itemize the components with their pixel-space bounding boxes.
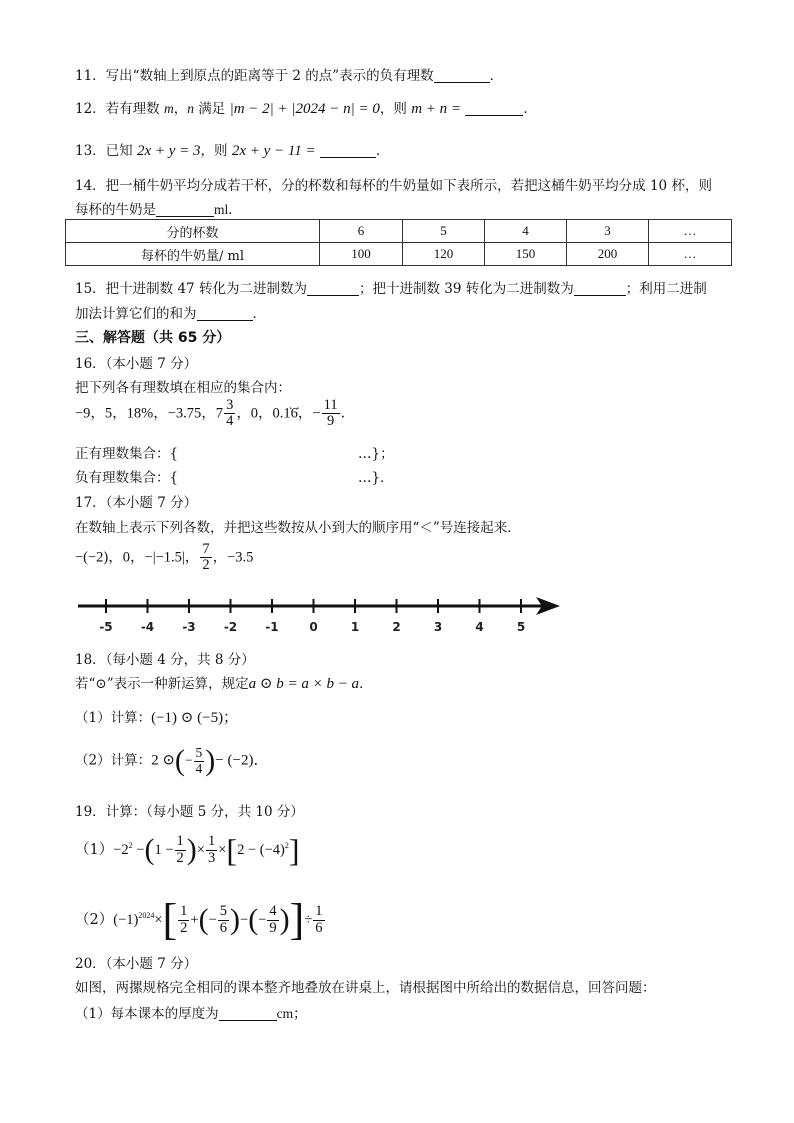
fraction-denominator: 2 bbox=[202, 557, 210, 574]
positive-set bbox=[75, 442, 178, 462]
q19-part1-e: × bbox=[218, 842, 227, 858]
q19-part2-exponent: 2024 bbox=[138, 911, 155, 921]
number-line bbox=[78, 590, 568, 636]
fraction bbox=[200, 542, 211, 573]
table-cell: 3 bbox=[567, 220, 649, 243]
number-line-tick-label: 0 bbox=[309, 620, 318, 634]
fraction bbox=[267, 904, 278, 935]
table-cell: 200 bbox=[567, 243, 649, 266]
q16-numbers-b: ，0，0.1̇6̇，− bbox=[236, 405, 321, 422]
q16-numbers-a: −9，5，18%，−3.75，7 bbox=[75, 405, 224, 422]
q20-instruction: 如图，两摞规格完全相同的课本整齐地叠放在讲桌上，请根据图中所给出的数据信息，回答问题： bbox=[75, 980, 656, 996]
q18-heading: 18．（每小题 4 分，共 8 分） bbox=[75, 652, 255, 668]
fraction-denominator: 9 bbox=[326, 413, 335, 430]
q12-expression: m + n = bbox=[411, 101, 462, 117]
q12-end: ． bbox=[523, 101, 537, 117]
fraction-numerator: 3 bbox=[226, 397, 234, 413]
q19-part1-exponent2: 2 bbox=[284, 841, 289, 851]
q11-text: 11．写出“数轴上到原点的距离等于 2 的点”表示的负有理数 bbox=[75, 68, 434, 84]
answer-blank bbox=[156, 202, 214, 217]
q18-part-2: （2）计算：2 ⊙(− $\frac{5}{4}$ )− (−2)． bbox=[75, 744, 269, 777]
q20-part-1 bbox=[75, 1002, 307, 1022]
fraction-numerator: 4 bbox=[269, 903, 277, 920]
q18-part1-expr: (−1) ⊙ (−5)； bbox=[151, 710, 239, 726]
q13-expression: 2x + y − 11 = bbox=[231, 143, 316, 159]
fraction bbox=[175, 834, 186, 865]
q19-part1-a: −2 bbox=[113, 842, 129, 858]
fraction-denominator: 4 bbox=[195, 760, 203, 776]
q16-instruction: 把下列各有理数填在相应的集合内： bbox=[75, 380, 291, 396]
q19-part2-c: + bbox=[190, 912, 199, 928]
answer-blank bbox=[307, 281, 359, 296]
fraction bbox=[224, 398, 235, 429]
number-line-tick-label: 3 bbox=[433, 620, 443, 634]
q18-part2-b: − (−2)． bbox=[215, 752, 269, 769]
table-cell: … bbox=[649, 243, 732, 266]
table-cell: 5 bbox=[403, 220, 485, 243]
q18-part2-label: （2）计算： bbox=[75, 752, 152, 769]
fraction-denominator: 2 bbox=[176, 849, 184, 866]
q12-then: ，则 bbox=[379, 101, 407, 117]
q20-heading: 20．（本小题 7 分） bbox=[75, 956, 198, 972]
fraction bbox=[322, 398, 340, 429]
table-cell: 100 bbox=[320, 243, 403, 266]
q18-definition-pre: 若“⊙”表示一种新运算，规定 bbox=[75, 676, 249, 692]
q19-part1-f: 2 − (−4) bbox=[237, 842, 285, 858]
q19-part-2: $(2)(-1)^{2024}\times$[ $\frac{1}{2}$ +(− $\frac{5}{6}$ )−(− $\frac{4}{9}$ )]÷ $\frac{1}{6}$ bbox=[75, 895, 323, 944]
q17-numbers-b: ，−3.5 bbox=[212, 549, 254, 566]
fraction-numerator: 5 bbox=[195, 745, 203, 761]
q19-part2-e: ÷ bbox=[304, 912, 313, 928]
q16-numbers-c: ． bbox=[340, 405, 356, 422]
q17-instruction: 在数轴上表示下列各数，并把这些数按从小到大的顺序用“＜”号连接起来． bbox=[75, 520, 521, 536]
answer-blank bbox=[219, 1006, 277, 1021]
fraction-numerator: 5 bbox=[219, 903, 228, 920]
negative-set bbox=[75, 466, 178, 486]
number-line-tick-label: -3 bbox=[182, 620, 196, 634]
q16-numbers bbox=[75, 398, 355, 429]
q13-pre: 13．已知 bbox=[75, 143, 133, 159]
answer-blank bbox=[574, 281, 626, 296]
question-15-line-1 bbox=[75, 277, 707, 297]
number-line-tick-label: 4 bbox=[475, 620, 484, 634]
question-11 bbox=[75, 64, 503, 84]
q15-part1: 15．把十进制数 47 转化为二进制数为 bbox=[75, 281, 307, 297]
fraction-numerator: 1 bbox=[315, 903, 323, 920]
q20-part1-unit: cm； bbox=[276, 1006, 307, 1021]
fraction bbox=[178, 904, 189, 935]
table-row bbox=[66, 243, 732, 266]
fraction-denominator: 2 bbox=[180, 919, 188, 936]
number-line-tick-label: -1 bbox=[265, 620, 279, 634]
question-14-line-1: 14．把一桶牛奶平均分成若干杯，分的杯数和每杯的牛奶量如下表所示，若把这桶牛奶平均分成 10 杯，则 bbox=[75, 178, 712, 194]
question-15-line-2 bbox=[75, 302, 266, 322]
q19-heading: 19．计算：（每小题 5 分，共 10 分） bbox=[75, 804, 304, 820]
fraction-denominator: 6 bbox=[219, 919, 228, 936]
q17-numbers-a: −(−2)，0，−|−1.5|， bbox=[75, 549, 200, 566]
number-line-tick-label: -5 bbox=[99, 620, 113, 634]
q19-part1-b: − bbox=[136, 842, 145, 858]
fraction-denominator: 9 bbox=[269, 919, 277, 936]
number-line-tick-label: 5 bbox=[516, 620, 526, 634]
q19-part2-b: × bbox=[154, 912, 163, 928]
q14-unit: ml． bbox=[214, 202, 242, 217]
q18-definition-expr: a ⊙ b = a × b − a bbox=[248, 676, 360, 692]
question-14-line-2 bbox=[75, 198, 242, 218]
q20-part1-label: （1）每本课本的厚度为 bbox=[75, 1006, 219, 1022]
milk-table bbox=[65, 219, 732, 266]
fraction-numerator: 1 bbox=[176, 833, 184, 850]
question-12 bbox=[75, 97, 537, 118]
fraction-denominator: 6 bbox=[315, 919, 323, 936]
fraction-numerator: 1 bbox=[180, 903, 188, 920]
q12-mid: 满足 bbox=[193, 101, 226, 117]
q17-heading: 17．（本小题 7 分） bbox=[75, 495, 198, 511]
number-line-tick-label: 1 bbox=[350, 620, 360, 634]
q12-pre: 12．若有理数 bbox=[75, 101, 160, 117]
q15-part2: ；把十进制数 39 转化为二进制数为 bbox=[358, 281, 574, 297]
q12-var-n: n bbox=[187, 101, 194, 116]
q19-part2-label: （2） bbox=[75, 912, 114, 928]
answer-blank bbox=[434, 68, 490, 83]
q15-end: ． bbox=[252, 306, 266, 322]
fraction-numerator: 7 bbox=[202, 541, 210, 557]
number-line-tick-label: -4 bbox=[140, 620, 155, 634]
table-cell: 150 bbox=[485, 243, 567, 266]
table-header-milk: 每杯的牛奶量/ ml bbox=[66, 243, 320, 266]
negative-set-label: 负有理数集合：{ bbox=[75, 470, 179, 486]
positive-set-label: 正有理数集合：{ bbox=[75, 446, 179, 462]
q19-part2-d: − bbox=[240, 912, 249, 928]
table-row bbox=[66, 220, 732, 243]
q19-part-1: $(1)-2^2 -(1$ − $\frac{1}{2}$ )× $\frac{1}{3}$ $\times[2 - (-4)^2]$ bbox=[75, 832, 300, 868]
q17-numbers bbox=[75, 542, 253, 573]
table-cell: 6 bbox=[320, 220, 403, 243]
fraction bbox=[218, 904, 229, 935]
q18-part2-a: 2 ⊙ bbox=[151, 752, 175, 769]
fraction bbox=[194, 746, 205, 775]
q19-part1-label: （1） bbox=[75, 842, 114, 858]
q13-given: 2x + y = 3 bbox=[136, 143, 201, 159]
table-cell: … bbox=[649, 220, 732, 243]
answer-blank bbox=[320, 143, 376, 158]
positive-set-end: …}； bbox=[358, 446, 394, 462]
number-line-tick-label: -2 bbox=[223, 620, 238, 634]
q18-part1-label: （1）计算： bbox=[75, 710, 152, 726]
q12-condition: |m − 2| + |2024 − n| = 0 bbox=[229, 101, 380, 117]
q19-part1-c: 1 − bbox=[154, 842, 174, 858]
q18-definition-end: ． bbox=[359, 676, 373, 692]
q14-line2-pre: 每杯的牛奶是 bbox=[75, 202, 156, 218]
fraction bbox=[206, 834, 217, 865]
answer-blank bbox=[197, 306, 253, 321]
number-line-tick-label: 2 bbox=[392, 620, 401, 634]
q19-part1-exponent: 2 bbox=[128, 841, 133, 851]
fraction bbox=[313, 904, 324, 935]
q18-part-1 bbox=[75, 706, 238, 727]
q13-end: ． bbox=[375, 143, 390, 159]
answer-blank bbox=[465, 101, 523, 116]
fraction-numerator: 1 bbox=[207, 833, 216, 850]
fraction-denominator: 3 bbox=[207, 849, 216, 866]
negative-set-end: …}． bbox=[358, 470, 394, 486]
fraction-numerator: 11 bbox=[323, 397, 338, 413]
table-header-cups: 分的杯数 bbox=[66, 220, 320, 243]
section-heading: 三、解答题（共 65 分） bbox=[75, 330, 231, 346]
q15-line2: 加法计算它们的和为 bbox=[75, 306, 197, 322]
q12-var-m: m bbox=[163, 101, 174, 116]
q16-heading: 16．（本小题 7 分） bbox=[75, 356, 198, 372]
q19-part1-d: × bbox=[196, 842, 205, 858]
q12-sep: ， bbox=[173, 101, 188, 117]
question-13 bbox=[75, 139, 389, 160]
q11-end: ． bbox=[489, 68, 504, 84]
table-cell: 120 bbox=[403, 243, 485, 266]
q13-then: ，则 bbox=[200, 143, 228, 159]
fraction-denominator: 4 bbox=[226, 413, 234, 430]
q15-part3: ；利用二进制 bbox=[625, 281, 707, 297]
q19-part2-a: (−1) bbox=[113, 912, 139, 928]
table-cell: 4 bbox=[485, 220, 567, 243]
q18-definition bbox=[75, 672, 373, 693]
